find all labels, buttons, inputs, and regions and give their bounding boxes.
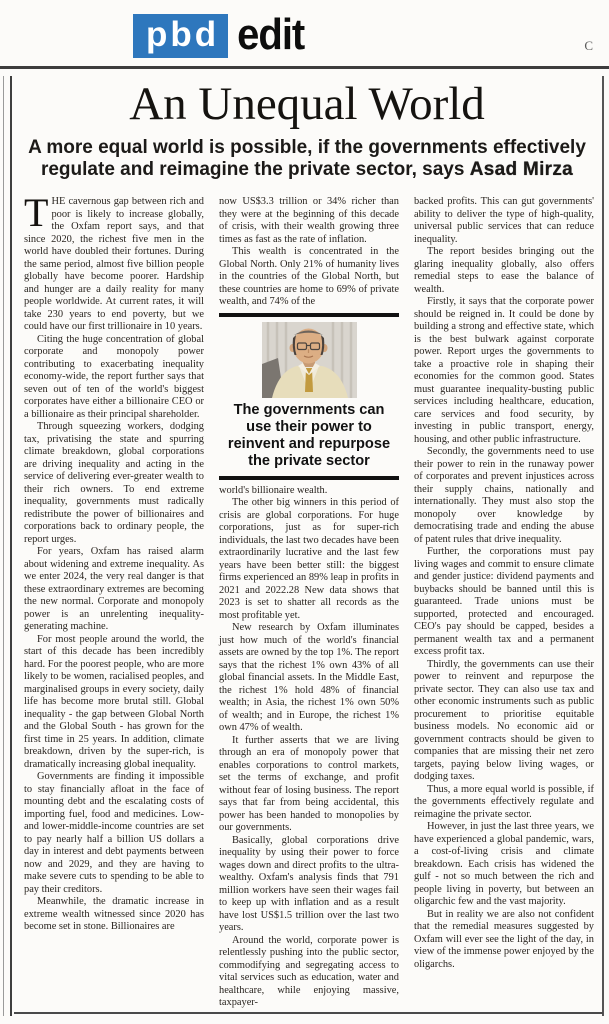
paragraph: Firstly, it says that the corporate power should be reigned in. It could be done by building a strong and effective state, which is the best bulwark against corporate power. Report urges the governments to take a proactive role in shaping their economies for the common good. States must guarantee inequality-busting public services including healthcare, education, care services and food security, by investing in public transport, energy, housing, and other public infrastructure. — [414, 296, 594, 445]
paragraph: Governments are finding it impossible to stay financially afloat in the face of mounting debt and the escalating costs of importing fuel, food and medicines. Low- and lower-middle-income countries are set to pay nearly half a billion US dollars a day in interest and debt payments between now and 2029, and they are having to make severe cuts to spending to be able to pay their creditors. — [24, 771, 204, 895]
paragraph: But in reality we are also not confident that the remedial measures suggested by Oxfam will ever see the light of the day, in view of the immense power enjoyed by the oligarchs. — [414, 908, 594, 970]
quote-bottom-rule — [219, 476, 399, 480]
bottom-rule — [14, 1012, 603, 1014]
article-body — [24, 196, 594, 1010]
paragraph: Citing the huge concentration of global corporate and monopoly power contributing to exacerbating inequality economy-wide, the report further says that seven out of ten of the world's biggest corporates have either a billionaire CEO or a billionaire as their principal shareholder. — [24, 333, 204, 420]
paragraph: This wealth is concentrated in the Global North. Only 21% of humanity lives in the countries of the Global North, but these countries are home to 69% of private wealth, and 74% of the — [219, 246, 399, 307]
author-photo — [262, 322, 357, 398]
paragraph: Through squeezing workers, dodging tax, privatising the state and spurring climate breakdown, global corporations are driving inequality and acting in the service of delivering ever-greater wealth to their rich owners. To end extreme inequality, governments must radically redistribute the power of billionaires and corporations back to ordinary people, the report urges. — [24, 421, 204, 545]
headline-block — [14, 78, 600, 181]
paragraph: Secondly, the governments need to use their power to rein in the runaway power of corporates and prevent injustices across their supply chains, nationally and internationally. They must also stop the monopoly over knowledge by democratising trade and ending the abuse of patent rules that drive inequality. — [414, 446, 594, 545]
column-1 — [24, 196, 204, 1010]
masthead — [0, 0, 609, 68]
paragraph: Basically, global corporations drive inequality by using their power to force wages down and direct profits to the ultra-wealthy. Oxfam's analysis finds that 791 million workers have seen their wages fail to keep up with inflation and as a result have lost US$1.5 trillion over the last two years. — [219, 834, 399, 933]
paragraph: For most people around the world, the start of this decade has been incredibly hard. For the poorest people, who are more likely to be women, racialised peoples, and marginalised groups in every society, daily life has become more brutal still. Global inequality - the gap between Global North and the Global South - has grown for the first time in 25 years. In addition, climate breakdown, driven by the super-rich, is dramatically increasing global inequality. — [24, 633, 204, 770]
right-border — [602, 76, 604, 1016]
paragraph: The report besides bringing out the glaring inequality globally, also offers remedial steps to ease the balance of wealth. — [414, 246, 594, 295]
article-title: An Unequal World — [129, 78, 485, 130]
paragraph: For years, Oxfam has raised alarm about widening and extreme inequality. As we enter 2024, the very real danger is that these extraordinary extremes are becoming the new normal. Corporate and monopoly power is an unrelenting inequality-generating machine. — [24, 546, 204, 632]
paragraph: world's billionaire wealth. — [219, 484, 328, 496]
paragraph: THE cavernous gap between rich and poor is likely to increase globally, the Oxfam report says, and that since 2020, the richest five men in the world have doubled their fortunes. During the same period, almost five billion people globally have become poorer. Hardship and hunger are a daily reality for many people worldwide. At current rates, it will take 230 years to end poverty, but we could have our first trillionaire in 10 years. — [24, 196, 204, 332]
photo-and-quote-block — [219, 313, 399, 480]
article-subtitle — [24, 137, 590, 181]
paragraph: Further, the corporations must pay living wages and commit to ensure climate and gender justice: dividend payments and buybacks should be banned until this is guaranteed. Trade unions must be supported, protected and encouraged. CEO's pay should be capped, besides a permanent wealth tax and a permanent excess profit tax. — [414, 546, 594, 657]
subtitle-lead: A more equal world is possible, if the governments effectively regulate and reimagine the private sector, says — [28, 137, 586, 180]
left-border-inner — [10, 76, 12, 1016]
paragraph: Thirdly, the governments can use their power to reinvent and repurpose the private sector. They can also use tax and other economic instruments such as public procurement to prioritise equitable business models. No economic aid or government contracts should be given to companies that are missing their net zero targets, paying below living wages, or dodging taxes. — [414, 658, 594, 782]
paragraph: It further asserts that we are living through an era of monopoly power that enables corporations to control markets, set the terms of exchange, and profit without fear of losing business. The report says that far from being accidental, this power has been handed to monopolies by our governments. — [219, 734, 399, 833]
drop-cap: T — [24, 196, 49, 235]
paragraph: now US$3.3 trillion or 34% richer than they were at the beginning of this decade of crisis, with their wealth growing three times as fast as the rate of inflation. — [219, 196, 399, 245]
pbd-edit-logo — [133, 13, 304, 58]
paragraph: The other big winners in this period of crisis are global corporations. For huge corporations, just as for super-rich individuals, the last two decades have been extraordinarily lucrative and the last few years have been better still: the biggest firms experienced an 89% leap in profits in 2021 and 2022.28 New data shows that 2023 is set to shatter all records as the most profitable yet. — [219, 497, 399, 621]
edit-logo-text: edit — [237, 11, 305, 59]
pbd-logo-mark: pbd — [133, 14, 228, 58]
paragraph: Meanwhile, the dramatic increase in extreme wealth witnessed since 2020 has become set in stone. Billionaires are — [24, 896, 204, 932]
author-name: Asad Mirza — [469, 159, 574, 180]
paragraph: However, in just the last three years, we have experienced a global pandemic, wars, a cost-of-living crisis and climate breakdown. Each crisis has widened the gulf - not so much between the rich and people living in poverty, but between an oligarchic few and the vast majority. — [414, 821, 594, 907]
page-corner-letter: C — [584, 38, 593, 53]
pull-quote: The governments can use their power to reinvent and repurpose the private sector — [227, 401, 391, 469]
paragraph: Thus, a more equal world is possible, if the governments effectively regulate and reimagine the private sector. — [414, 783, 594, 820]
left-border-outer — [3, 76, 4, 1016]
quote-top-rule — [219, 313, 399, 317]
column-2 — [219, 196, 399, 1010]
paragraph: New research by Oxfam illuminates just how much of the world's financial assets are owned by the top 1%. The report says that the richest 1% own 43% of all global financial assets. In the Middle East, the richest 1% hold 48% of financial wealth; in Asia, the richest 1% own 50% of wealth; and in Europe, the richest 1% own 47% of wealth. — [219, 622, 399, 733]
paragraph: Around the world, corporate power is relentlessly pushing into the public sector, commodifying and segregating access to vital services such as education, water and healthcare, while enjoying massive, taxpayer- — [219, 934, 399, 1008]
masthead-divider-rule — [0, 66, 609, 69]
paragraph: backed profits. This can gut governments' ability to deliver the type of high-quality, universal public services that can reduce inequality. — [414, 196, 594, 245]
column-3 — [414, 196, 594, 1010]
